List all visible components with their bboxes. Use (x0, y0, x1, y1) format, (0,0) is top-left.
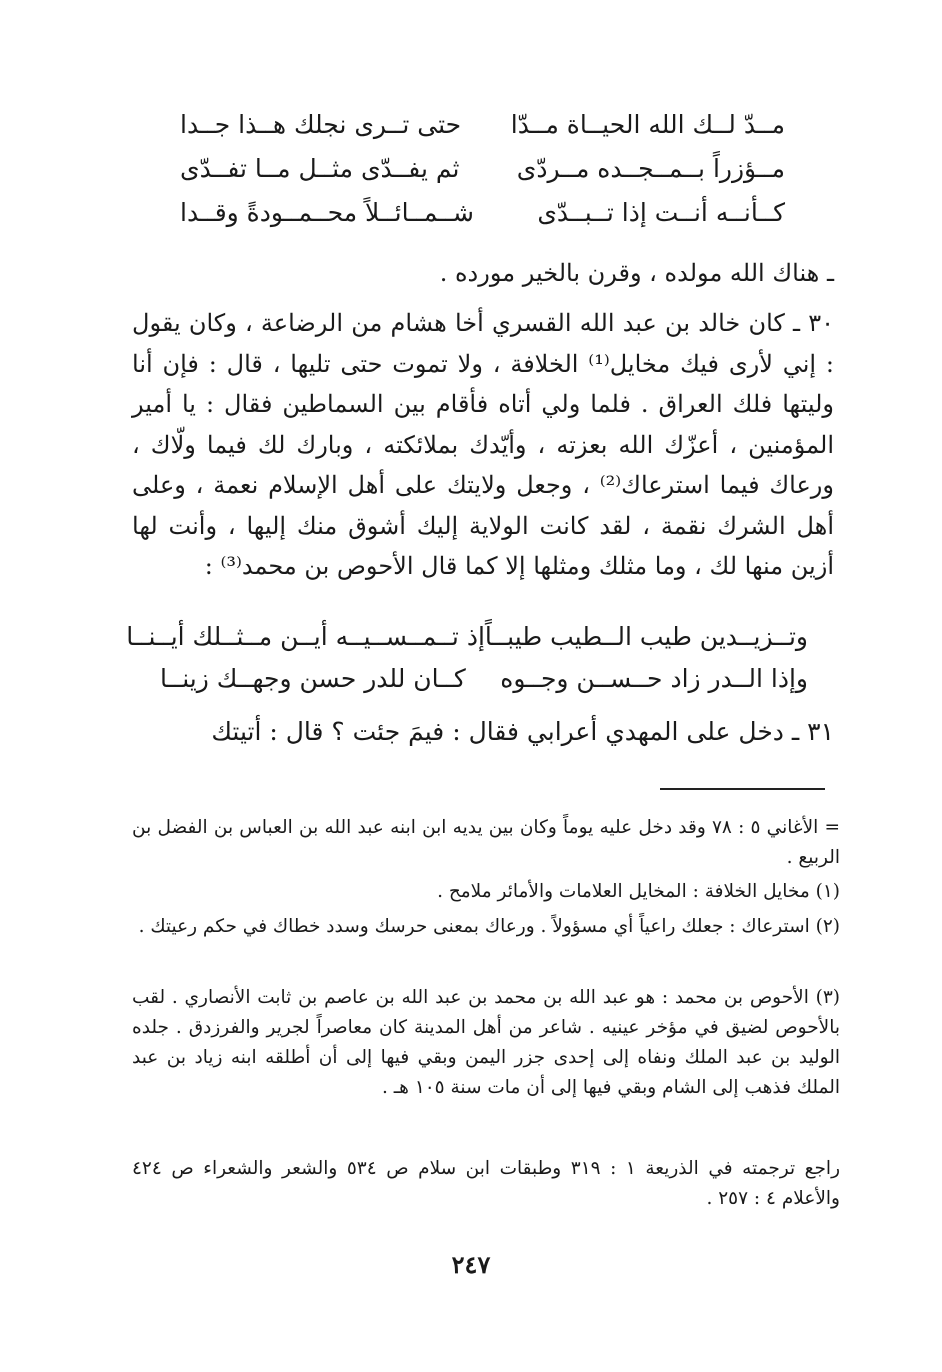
verse-left-hemistich: حتى تــرى نجلك هــذا جــدا (180, 110, 462, 139)
footnote-3: (٣) الأحوص بن محمد : هو عبد الله بن محمد بن عبد الله بن عاصم بن ثابت الأنصاري . لقب بالأحوص لضيق في مؤخر عينيه . شاعر من أهل المدينة كان معاصراً لجرير والفرزدق . جلده الوليد بن عبد الملك ونفاه إلى إحدى جزر اليمن وبقي فيها إلى أن أطلقه ابنه زياد بن عبد الملك فذهب إلى الشام وبقي فيها إلى أن مات سنة ١٠٥ هـ . (132, 987, 840, 1098)
poem-verse (126, 620, 808, 654)
closing-line: ـ هناك الله مولده ، وقرن بالخير مورده . (439, 259, 834, 287)
footnote-1: (١) مخايل الخلافة : المخايل العلامات والأمائر ملامح . (437, 881, 840, 902)
footnote-continuation: = الأغاني ٥ : ٧٨ وقد دخل عليه يوماً وكان بين يديه ابن ابنه عبد الله بن العباس بن الفضل بن الربيع . (132, 817, 840, 868)
verse-right-hemistich: وإذا الــدر زاد حــســن وجــوه (500, 664, 808, 693)
footnote-2: (٢) استرعاك : جعلك راعياً أي مسؤولاً . ورعاك بمعنى حرسك وسدد خطاك في حكم رعيتك . (138, 916, 840, 937)
verse-left-hemistich: إذ تــمــســيــه أيــن مــثــلك أيــنــا (126, 622, 485, 651)
verse-right-hemistich: وتــزيــدين طيب الــطيب طيبــاً (484, 622, 808, 651)
poem-verse (160, 662, 808, 696)
poem-verse (180, 196, 785, 230)
verse-right-hemistich: مــؤزراً بــمــجــده مــردّى (516, 154, 785, 183)
footnote-divider (660, 788, 825, 790)
verse-right-hemistich: كــأنــه أنــت إذا تــبــدّى (537, 198, 785, 227)
paragraph-31: ٣١ ـ دخل على المهدي أعرابي فقال : فيمَ جئت ؟ قال : أتيتك (211, 717, 834, 746)
verse-left-hemistich: شــمــائــلاً محــمــودةً وقــدا (180, 198, 474, 227)
footnote-reference: راجع ترجمته في الذريعة ١ : ٣١٩ وطبقات ابن سلام ص ٥٣٤ والشعر والشعراء ص ٤٢٤ والأعلام ٤ : ٢٥٧ . (132, 1158, 841, 1209)
poem-verse (180, 108, 785, 142)
verse-left-hemistich: ثم يفــدّى مثــل مــا تفــدّى (180, 154, 460, 183)
paragraph-30: ٣٠ ـ كان خالد بن عبد الله القسري أخا هشام من الرضاعة ، وكان يقول : إني لأرى فيك مخايل⁽¹⁾ الخلافة ، ولا تموت حتى تليها ، قال : فإن أنا وليتها فلك العراق . فلما ولي أتاه فأقام بين السماطين فقال : يا أمير المؤمنين ، أعزّك الله بعزته ، وأيّدك بملائكته ، وبارك لك فيما ولّاك ، ورعاك فيما استرعاك⁽²⁾ ، وجعل ولايتك على أهل الإسلام نعمة ، وعلى أهل الشرك نقمة ، لقد كانت الولاية إليك أشوق منك إليها ، وأنت لها أزين منها لك ، وما مثلك ومثلها إلا كما قال الأحوص بن محمد⁽³⁾ : (132, 309, 835, 580)
verse-right-hemistich: مــدّ لــك الله الحيــاة مــدّا (510, 110, 785, 139)
page-number: ٢٤٧ (451, 1250, 491, 1279)
verse-left-hemistich: كــان للدر حسن وجهــك زينــا (160, 664, 466, 693)
poem-verse (180, 152, 785, 186)
